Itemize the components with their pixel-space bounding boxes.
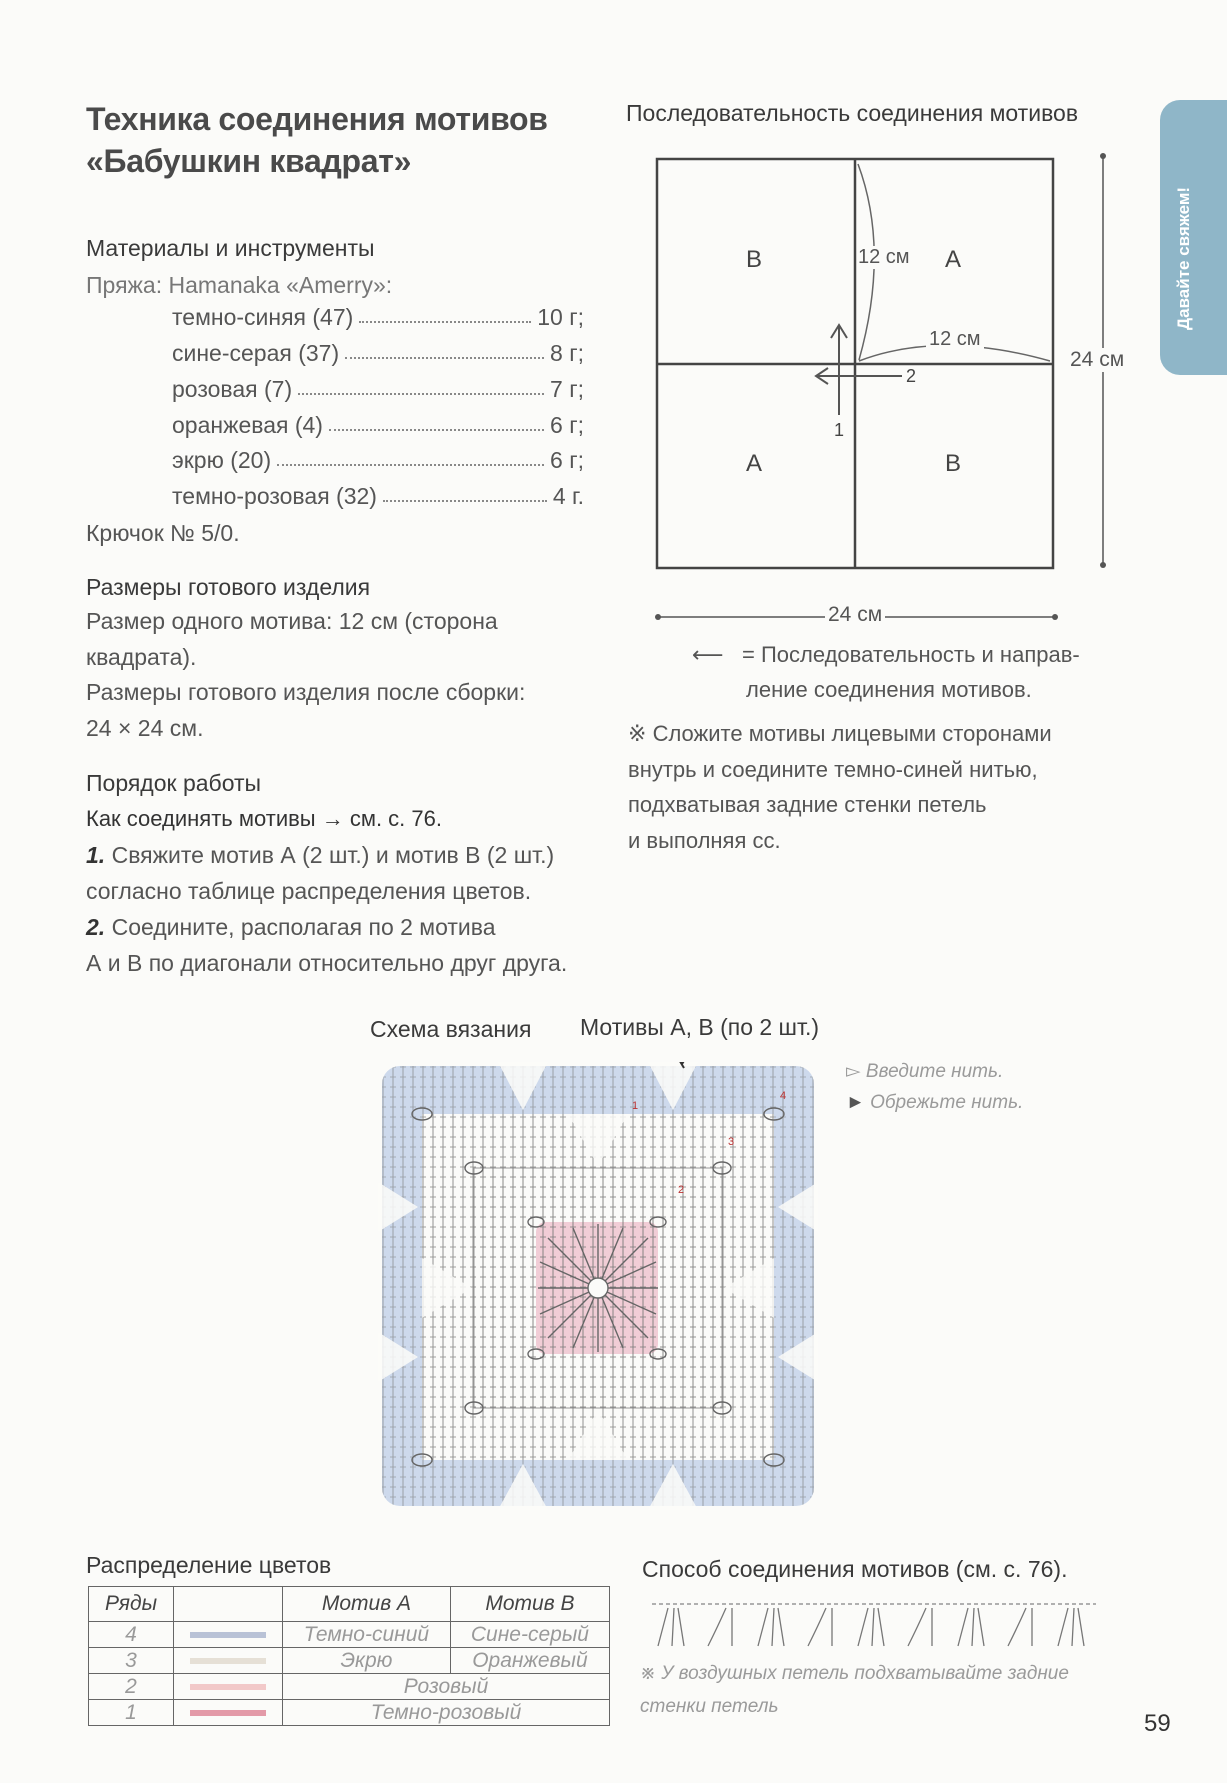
page-number: 59 [1144, 1710, 1171, 1737]
join-reference: Как соединять мотивы → см. с. 76. [86, 806, 442, 831]
cell-bottom-left: A [746, 450, 763, 477]
legend-arrow: ⟵ [692, 642, 724, 667]
round-label-1: 1 [632, 1100, 639, 1112]
table-header: Ряды Мотив А Мотив В [89, 1587, 610, 1622]
joining-note-2: стенки петель [640, 1696, 779, 1717]
color-table-heading: Распределение цветов [86, 1552, 332, 1578]
joining-note: ※ У воздушных петель подхватывайте задние [640, 1663, 1069, 1684]
page-title [86, 98, 548, 182]
material-item: оранжевая (4) 6 г; [172, 412, 584, 438]
legend-line-2: ление соединения мотивов. [746, 677, 1032, 702]
scheme-title: Схема вязания [370, 1016, 532, 1042]
step-2: 2. Соедините, располагая по 2 мотива А и В по диагонали относительно друг друга. [86, 914, 568, 976]
materials-heading: Материалы и инструменты [86, 235, 375, 261]
table-row: 3 Экрю Оранжевый [89, 1648, 610, 1674]
joining-heading: Способ соединения мотивов (см. с. 76). [642, 1556, 1068, 1582]
round-label-3: 3 [728, 1136, 735, 1148]
material-item: сине-серая (37) 8 г; [172, 340, 584, 366]
dim-12-vertical: 12 см [858, 246, 910, 268]
round-label-2: 2 [678, 1184, 685, 1196]
crochet-chart [378, 1062, 820, 1514]
legend-out: ► Обрежьте нить. [846, 1092, 1024, 1113]
title-line-2: «Бабушкин квадрат» [86, 143, 412, 179]
dim-24-right: 24 см [1070, 348, 1125, 371]
legend-line-1: = Последовательность и направ- [742, 642, 1080, 667]
step-1: 1. Свяжите мотив А (2 шт.) и мотив В (2 шт.) согласно таблице распределения цветов. [86, 842, 555, 904]
cell-top-right: A [945, 246, 962, 273]
dim-12-horizontal: 12 см [926, 328, 984, 351]
scheme-subtitle: Мотивы А, В (по 2 шт.) [580, 1014, 820, 1040]
legend-in: ▻ Введите нить. [846, 1061, 1004, 1082]
material-item: темно-розовая (32) 4 г. [172, 483, 584, 509]
work-heading: Порядок работы [86, 770, 262, 796]
sequence-step-2: 2 [906, 366, 917, 386]
table-row: 4 Темно-синий Сине-серый [89, 1622, 610, 1648]
joining-chart [648, 1596, 1100, 1652]
sequence-step-1: 1 [834, 420, 845, 440]
sizes-heading: Размеры готового изделия [86, 574, 371, 600]
title-line-1: Техника соединения мотивов [86, 101, 548, 137]
material-item: экрю (20) 6 г; [172, 447, 584, 473]
sizes-text: Размер одного мотива: 12 см (сторона квадрата). Размеры готового изделия после сборки: 24 × 24 см. [86, 608, 526, 741]
table-row: 2 Розовый [89, 1674, 610, 1700]
swatch [190, 1710, 266, 1716]
hook-line: Крючок № 5/0. [86, 520, 240, 546]
swatch [190, 1684, 266, 1690]
round-label-4: 4 [780, 1090, 787, 1102]
yarn-line: Пряжа: Hamanaka «Amerry»: [86, 272, 393, 298]
swatch [190, 1658, 266, 1664]
dim-24-bottom: 24 см [825, 603, 885, 627]
swatch [190, 1632, 266, 1638]
material-item: розовая (7) 7 г; [172, 376, 584, 402]
color-table [88, 1586, 610, 1726]
sequence-title: Последовательность соединения мотивов [626, 100, 1079, 126]
material-item: темно-синяя (47) 10 г; [172, 304, 584, 330]
side-tab-label: Давайте свяжем! [1174, 186, 1193, 330]
cell-top-left: B [746, 246, 763, 273]
sequence-note: ※ Сложите мотивы лицевыми сторонами внутрь и соедините темно-синей нитью, подхватывая задние стенки петель и выполняя сс. [628, 721, 1052, 853]
cell-bottom-right: B [945, 450, 962, 477]
table-row: 1 Темно-розовый [89, 1700, 610, 1726]
sequence-diagram [640, 140, 1160, 640]
